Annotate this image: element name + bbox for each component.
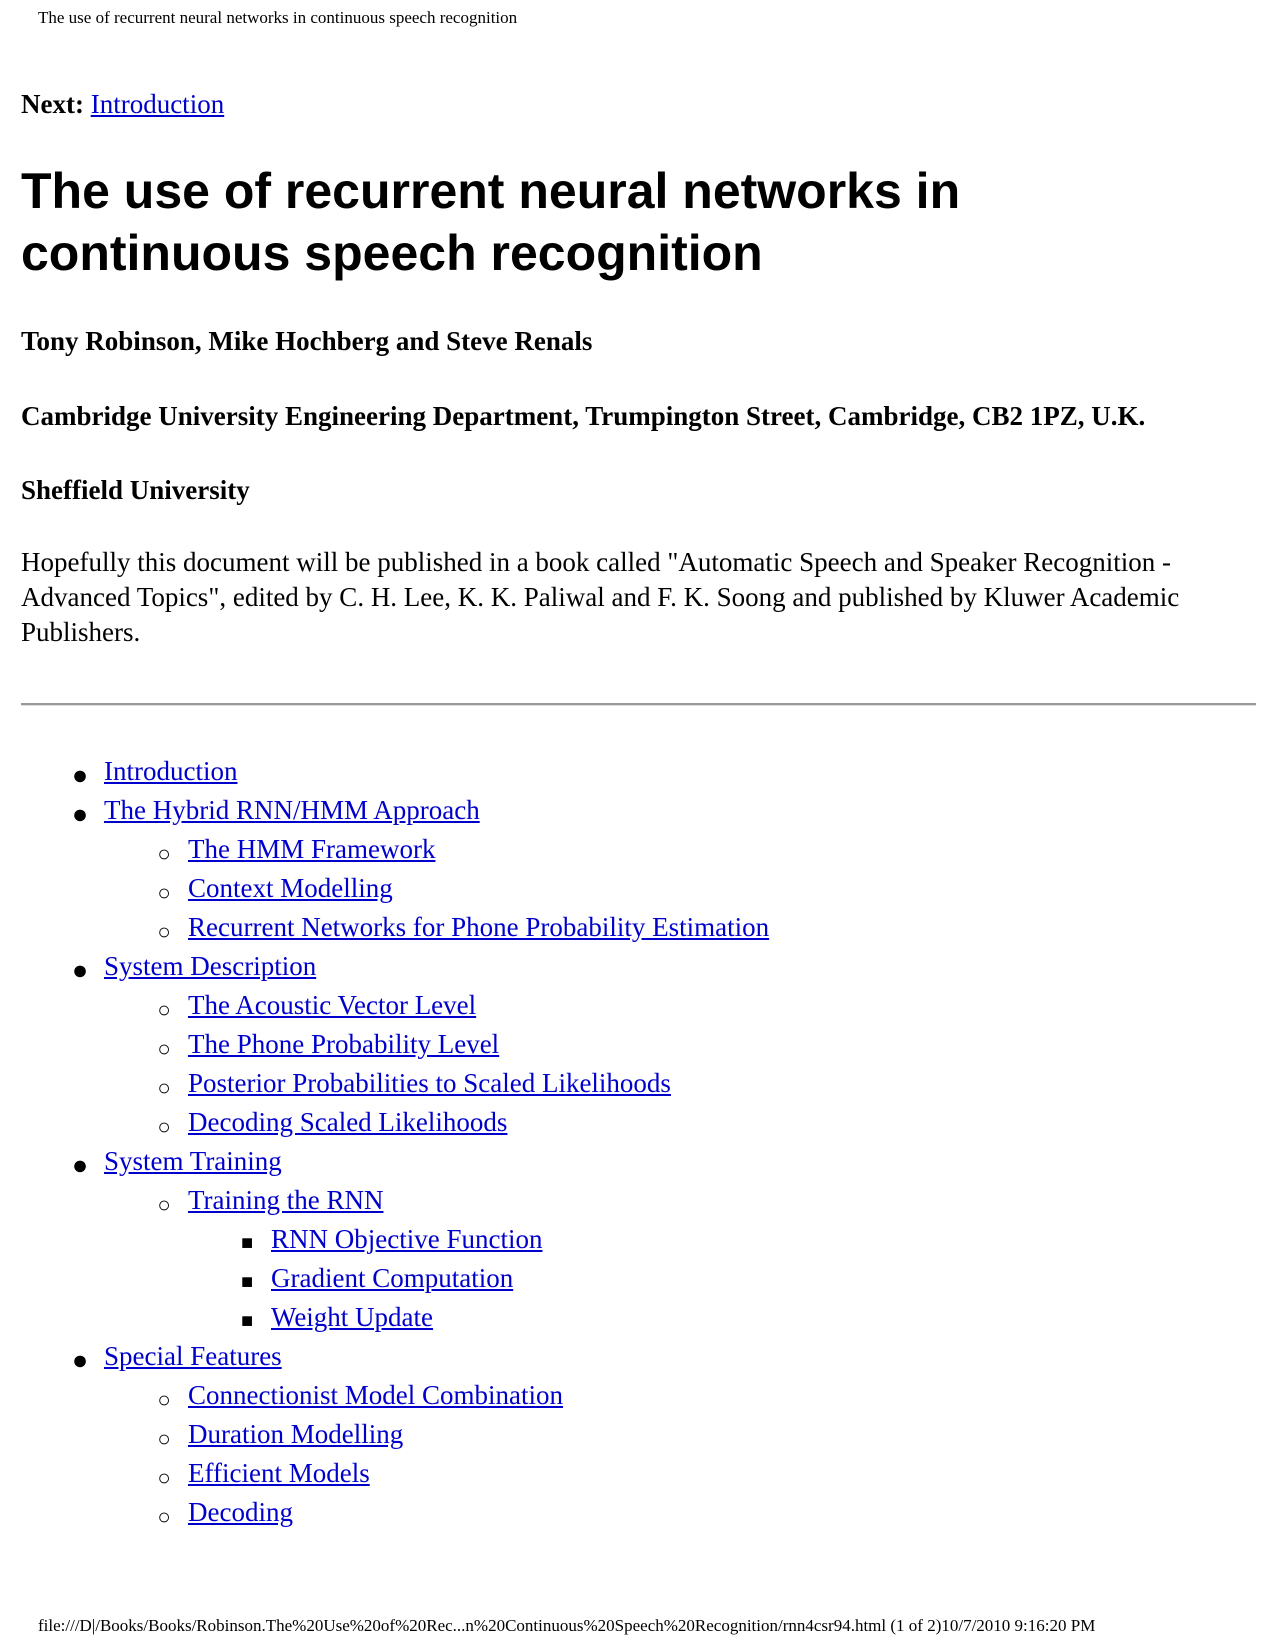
- toc-link[interactable]: Connectionist Model Combination: [188, 1379, 563, 1410]
- toc-item: [21, 1415, 1261, 1454]
- page-title: The use of recurrent neural networks in continuous speech recognition: [21, 163, 961, 282]
- disc-bullet-icon: ●: [71, 798, 89, 829]
- toc-link[interactable]: Decoding: [188, 1496, 293, 1527]
- circle-bullet-icon: ○: [157, 1113, 171, 1139]
- toc-item: [21, 752, 1261, 791]
- toc-item: [21, 1064, 1261, 1103]
- toc-item: [21, 1493, 1261, 1532]
- toc-link[interactable]: System Description: [104, 950, 317, 981]
- toc-item: [21, 830, 1261, 869]
- affiliation-sheffield: Sheffield University: [21, 475, 250, 506]
- toc-link[interactable]: Recurrent Networks for Phone Probability Estimation: [188, 911, 770, 942]
- toc-link[interactable]: The Acoustic Vector Level: [188, 989, 477, 1020]
- table-of-contents: [21, 752, 1261, 1532]
- toc-link[interactable]: Duration Modelling: [188, 1418, 404, 1449]
- next-label: Next:: [21, 89, 84, 119]
- toc-link[interactable]: Efficient Models: [188, 1457, 370, 1488]
- toc-link[interactable]: The Phone Probability Level: [188, 1028, 500, 1059]
- disc-bullet-icon: ●: [71, 1344, 89, 1375]
- toc-item: [21, 869, 1261, 908]
- toc-link[interactable]: Gradient Computation: [271, 1262, 514, 1293]
- toc-link[interactable]: Decoding Scaled Likelihoods: [188, 1106, 508, 1137]
- circle-bullet-icon: ○: [157, 840, 171, 866]
- circle-bullet-icon: ○: [157, 1464, 171, 1490]
- disc-bullet-icon: ●: [71, 1149, 89, 1180]
- toc-link[interactable]: Posterior Probabilities to Scaled Likelihoods: [188, 1067, 671, 1098]
- toc-item: [21, 947, 1261, 986]
- circle-bullet-icon: ○: [157, 996, 171, 1022]
- toc-item: [21, 1103, 1261, 1142]
- toc-link[interactable]: The HMM Framework: [188, 833, 436, 864]
- toc-link[interactable]: Introduction: [104, 755, 238, 786]
- toc-item: [21, 1025, 1261, 1064]
- affiliation-cambridge: Cambridge University Engineering Department, Trumpington Street, Cambridge, CB2 1PZ, U.K.: [21, 400, 1146, 431]
- square-bullet-icon: ■: [240, 1270, 254, 1293]
- circle-bullet-icon: ○: [157, 1386, 171, 1412]
- disc-bullet-icon: ●: [71, 954, 89, 985]
- toc-item: [21, 1337, 1261, 1376]
- next-link[interactable]: Introduction: [90, 89, 225, 119]
- toc-item: [21, 1454, 1261, 1493]
- toc-link[interactable]: System Training: [104, 1145, 282, 1176]
- toc-item: [21, 1181, 1261, 1220]
- circle-bullet-icon: ○: [157, 918, 171, 944]
- circle-bullet-icon: ○: [157, 1503, 171, 1529]
- toc-link[interactable]: RNN Objective Function: [271, 1223, 543, 1254]
- toc-link[interactable]: Context Modelling: [188, 872, 393, 903]
- toc-item: [21, 1142, 1261, 1181]
- toc-link[interactable]: The Hybrid RNN/HMM Approach: [104, 794, 480, 825]
- toc-link[interactable]: Weight Update: [271, 1301, 434, 1332]
- toc-item: [21, 986, 1261, 1025]
- circle-bullet-icon: ○: [157, 1191, 171, 1217]
- disc-bullet-icon: ●: [71, 759, 89, 790]
- toc-link[interactable]: Special Features: [104, 1340, 282, 1371]
- print-footer-path: file:///D|/Books/Books/Robinson.The%20Use%20of%20Rec...n%20Continuous%20Speech%20Recognition/rnn4csr94.html (1 of 2)10/7/2010 9:16:20 PM: [38, 1616, 1096, 1635]
- toc-item: [21, 1259, 1261, 1298]
- toc-item: [21, 1298, 1261, 1337]
- next-navigation: [21, 88, 1261, 120]
- toc-item: [21, 791, 1261, 830]
- print-header-title: The use of recurrent neural networks in continuous speech recognition: [38, 8, 518, 27]
- publication-note: Hopefully this document will be published in a book called "Automatic Speech and Speaker Recognition - Advanced Topics", edited by C. H. Lee, K. K. Paliwal and F. K. Soong and published by Kluwer Academic Publishers.: [21, 546, 1180, 647]
- toc-item: [21, 1376, 1261, 1415]
- circle-bullet-icon: ○: [157, 1074, 171, 1100]
- square-bullet-icon: ■: [240, 1231, 254, 1254]
- circle-bullet-icon: ○: [157, 1035, 171, 1061]
- circle-bullet-icon: ○: [157, 879, 171, 905]
- toc-item: [21, 908, 1261, 947]
- toc-link[interactable]: Training the RNN: [188, 1184, 384, 1215]
- document-body: [21, 88, 1261, 1532]
- authors: Tony Robinson, Mike Hochberg and Steve Renals: [21, 326, 593, 357]
- toc-item: [21, 1220, 1261, 1259]
- circle-bullet-icon: ○: [157, 1425, 171, 1451]
- square-bullet-icon: ■: [240, 1309, 254, 1332]
- divider: [21, 703, 1256, 706]
